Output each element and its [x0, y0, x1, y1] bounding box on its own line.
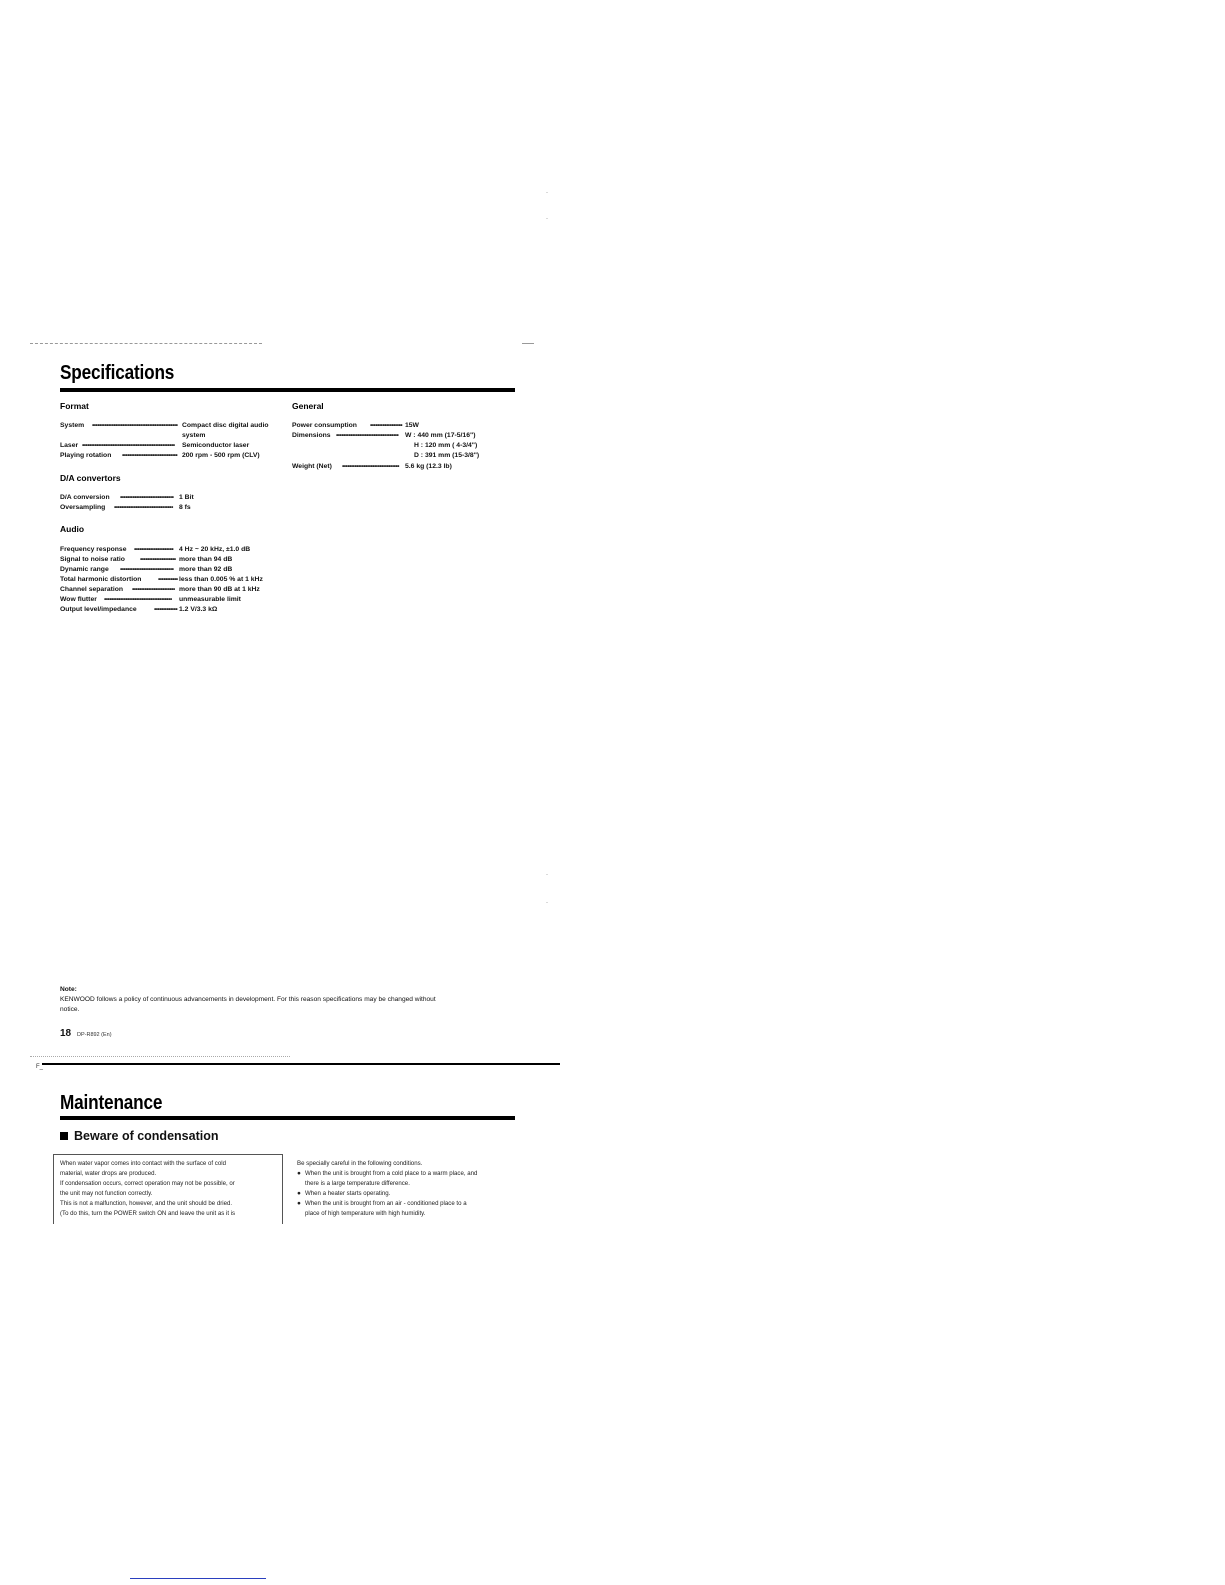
spec-row-thd: [60, 575, 263, 585]
leader-dots: ••••••••••••••••••••••••••••••: [120, 494, 174, 501]
left-line-6: (To do this, turn the POWER switch ON and leave the unit as it is: [60, 1210, 236, 1217]
spec-value: Semiconductor laser: [182, 442, 250, 449]
leader-dots: •••••••••••••••••••••••••••••••: [122, 452, 178, 459]
bullet-dot-icon: ●: [297, 1170, 301, 1177]
spec-label: D/A conversion: [60, 494, 110, 501]
spec-value: unmeasurable limit: [179, 596, 241, 603]
leader-dots: ••••••••••••••••••••••: [134, 546, 174, 553]
spec-value: 1.2 V/3.3 kΩ: [179, 606, 218, 613]
spec-value: Compact disc digital audio: [182, 422, 269, 429]
bullet-text: When the unit is brought from a cold place to a warm place, and: [305, 1170, 478, 1177]
spec-row-snr: [60, 555, 232, 565]
margin-mark: ·: [546, 216, 548, 222]
spec-value: 4 Hz ~ 20 kHz, ±1.0 dB: [179, 546, 251, 553]
note-line-2: notice.: [60, 1006, 80, 1013]
spec-label: Total harmonic distortion: [60, 576, 142, 583]
spec-row-wow-flutter: [60, 595, 241, 605]
page-gap-dotted: [30, 1056, 290, 1057]
spec-label: Wow flutter: [60, 596, 97, 603]
spec-label: Dynamic range: [60, 566, 109, 573]
spec-row-dim-d: [414, 451, 479, 461]
bullet-text: When the unit is brought from an air - conditioned place to a: [305, 1200, 467, 1207]
left-line-1: When water vapor comes into contact with the surface of cold: [60, 1160, 226, 1167]
spec-row-laser: [60, 441, 249, 451]
spec-row-dim-h: [414, 441, 477, 451]
spec-row-system-cont: [182, 431, 205, 441]
spec-value: 8 fs: [179, 504, 191, 511]
audio-heading: Audio: [60, 524, 85, 534]
page-separator: [42, 1063, 560, 1065]
margin-mark: ·: [546, 900, 548, 906]
bullet-dot-icon: ●: [297, 1190, 301, 1197]
page-number: 18: [60, 1028, 72, 1039]
spec-row-dimensions: [292, 431, 475, 441]
top-dashed-rule: [30, 343, 262, 344]
leader-dots: ••••••••••••••••••••: [140, 556, 176, 563]
leader-dots: ••••••••••••••••••••••••••••••••••••••••••••••••: [92, 422, 178, 429]
spec-label: Power consumption: [292, 422, 357, 429]
leader-dots: •••••••••••••••••••••••••••••••••••: [336, 432, 399, 439]
note-label: Note:: [60, 986, 77, 993]
spec-label: Weight (Net): [292, 463, 332, 470]
spec-row-oversampling: [60, 503, 191, 513]
spec-row-weight: [292, 462, 452, 472]
leader-dots: ••••••••••••••••••: [370, 422, 403, 429]
spec-value: W : 440 mm (17-5/16"): [405, 432, 476, 439]
general-heading: General: [292, 401, 324, 411]
spec-row-output-level: [60, 605, 217, 615]
spec-row-channel-separation: [60, 585, 260, 595]
leader-dots: •••••••••••••••••••••••••••••••••: [114, 504, 173, 511]
leader-dots: ••••••••••••••••••••••••••••••••••••••: [104, 596, 172, 603]
spec-value: 15W: [405, 422, 419, 429]
spec-row-system: [60, 421, 268, 431]
leader-dots: ••••••••••••••••••••••••••••••: [120, 566, 174, 573]
condensation-heading-text: Beware of condensation: [74, 1129, 219, 1143]
bullet-text: When a heater starts operating.: [305, 1190, 391, 1197]
note-line-1: KENWOOD follows a policy of continuous advancements in development. For this reason specifications may be changed without: [60, 996, 436, 1003]
leader-dots: ••••••••••••••••••••••••: [132, 586, 175, 593]
leader-dots: ••••••••••••••••••••••••••••••••••••••••••••••••••••: [82, 442, 175, 449]
page-title: Specifications: [60, 362, 175, 384]
spec-row-da-conversion: [60, 493, 194, 503]
spec-row-playing-rotation: [60, 451, 260, 461]
bullet-item: [297, 1199, 467, 1209]
bottom-blank-area: [0, 1224, 1225, 1585]
format-heading: Format: [60, 401, 89, 411]
spec-value: 1 Bit: [179, 494, 194, 501]
spec-value: more than 92 dB: [179, 566, 233, 573]
right-intro: Be specially careful in the following conditions.: [297, 1160, 423, 1167]
bullet-dot-icon: ●: [297, 1200, 301, 1207]
bullet-item: [297, 1189, 390, 1199]
leader-dots: •••••••••••: [158, 576, 178, 583]
model-code: DP-R892 (En): [77, 1032, 112, 1038]
spec-label: Output level/impedance: [60, 606, 137, 613]
left-line-5: This is not a malfunction, however, and the unit should be dried.: [60, 1200, 233, 1207]
spec-value: H : 120 mm ( 4-3/4"): [414, 442, 478, 449]
leader-dots: ••••••••••••••••••••••••••••••••: [342, 463, 399, 470]
left-line-4: the unit may not function correctly.: [60, 1190, 153, 1197]
spec-row-frequency: [60, 545, 250, 555]
spec-value: D : 391 mm (15-3/8"): [414, 452, 480, 459]
spec-value: system: [182, 432, 206, 439]
margin-mark: ·: [546, 190, 548, 196]
spec-label: Channel separation: [60, 586, 124, 593]
spec-label: Signal to noise ratio: [60, 556, 125, 563]
spec-value: more than 94 dB: [179, 556, 233, 563]
maintenance-rule: [60, 1116, 515, 1120]
maintenance-title: Maintenance: [60, 1092, 163, 1114]
left-line-2: material, water drops are produced.: [60, 1170, 157, 1177]
spec-label: Playing rotation: [60, 452, 112, 459]
spec-label: Frequency response: [60, 546, 127, 553]
title-rule: [60, 388, 515, 392]
top-right-mark: [522, 343, 534, 344]
leader-dots: •••••••••••••: [154, 606, 178, 613]
spec-value: less than 0.005 % at 1 kHz: [179, 576, 263, 583]
corner-mark: F_: [36, 1064, 44, 1070]
spec-value: more than 90 dB at 1 kHz: [179, 586, 260, 593]
margin-mark: ·: [546, 872, 548, 878]
square-bullet-icon: [60, 1132, 68, 1140]
spec-value: 5.6 kg (12.3 lb): [405, 463, 452, 470]
spec-value: 200 rpm - 500 rpm (CLV): [182, 452, 260, 459]
bullet-text-cont: there is a large temperature difference.: [305, 1180, 410, 1187]
bullet-text-cont: place of high temperature with high humidity.: [305, 1210, 426, 1217]
spec-label: System: [60, 422, 85, 429]
bullet-item: [297, 1169, 477, 1179]
left-line-3: If condensation occurs, correct operation may not be possible, or: [60, 1180, 235, 1187]
da-heading: D/A convertors: [60, 473, 121, 483]
spec-label: Laser: [60, 442, 79, 449]
spec-row-power: [292, 421, 419, 431]
condensation-heading: [60, 1129, 218, 1143]
bottom-underline-mark: [130, 1578, 266, 1579]
spec-label: Dimensions: [292, 432, 331, 439]
spec-label: Oversampling: [60, 504, 106, 511]
spec-row-dynamic-range: [60, 565, 232, 575]
